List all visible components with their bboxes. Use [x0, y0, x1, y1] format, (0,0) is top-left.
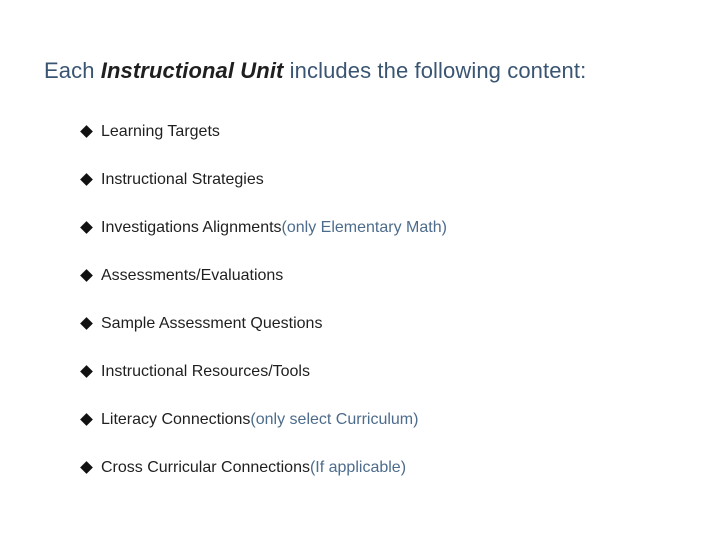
item-label: Cross Curricular Connections: [101, 459, 310, 476]
slide-title: [44, 58, 586, 84]
item-note: (If applicable): [309, 459, 407, 476]
list-item: [80, 265, 447, 313]
content-list: [80, 121, 447, 505]
diamond-bullet-icon: [80, 409, 92, 431]
list-item: [80, 217, 447, 265]
diamond-bullet-icon: [80, 169, 92, 191]
item-label: Learning Targets: [101, 123, 220, 140]
list-item: [80, 313, 447, 361]
list-item: [80, 409, 447, 457]
item-note: (only Elementary Math): [281, 219, 447, 236]
diamond-bullet-icon: [80, 217, 92, 239]
list-item: [80, 121, 447, 169]
diamond-bullet-icon: [80, 121, 92, 143]
title-prefix: Each: [44, 58, 101, 83]
item-label: Sample Assessment Questions: [101, 315, 323, 332]
item-note: (only select Curriculum): [250, 411, 419, 428]
item-label: Investigations Alignments: [101, 219, 282, 236]
list-item: [80, 457, 447, 505]
item-label: Instructional Strategies: [101, 171, 264, 188]
diamond-bullet-icon: [80, 265, 92, 287]
title-suffix: includes the following content:: [283, 58, 587, 83]
item-label: Literacy Connections: [101, 411, 251, 428]
diamond-bullet-icon: [80, 313, 92, 335]
diamond-bullet-icon: [80, 457, 92, 479]
list-item: [80, 361, 447, 409]
item-label: Assessments/Evaluations: [101, 267, 284, 284]
item-label: Instructional Resources/Tools: [101, 363, 310, 380]
title-emphasis: Instructional Unit: [100, 58, 284, 83]
diamond-bullet-icon: [80, 361, 92, 383]
list-item: [80, 169, 447, 217]
